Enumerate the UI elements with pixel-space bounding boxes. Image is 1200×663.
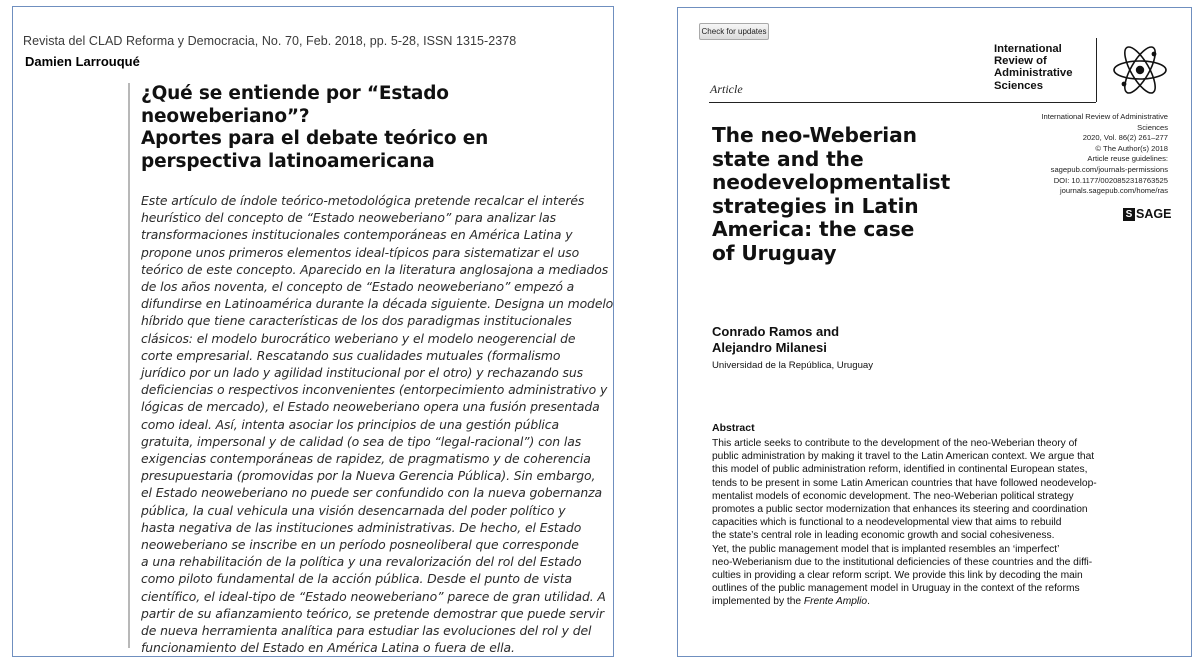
pub-info-line: journals.sagepub.com/home/ras — [1059, 186, 1168, 196]
journal-name-line: Review of — [994, 55, 1047, 68]
abstract-line: de los años noventa, el concepto de “Estado neoweberiano” empezó a — [141, 279, 575, 295]
abstract-line: clásicos: el modelo burocrático weberiano y el modelo neogerencial de — [141, 330, 576, 346]
publisher-name: SAGE — [1136, 207, 1172, 221]
pub-info-line: sagepub.com/journals-permissions — [1050, 164, 1168, 174]
abstract-line: hasta negativa de las instituciones administrativas. De hecho, el Estado — [141, 519, 582, 535]
abstract-line: teórico de este concepto. Aparecido en la literatura anglosajona a mediados — [141, 261, 609, 277]
spanish-paper-page — [12, 6, 614, 657]
english-paper-page — [677, 7, 1192, 657]
abstract-line — [712, 595, 1168, 608]
journal-name-line: Administrative — [994, 67, 1073, 80]
abstract-line: Yet, the public management model that is implanted resembles an ‘imperfect’ — [712, 543, 1060, 555]
abstract-line: deficiencias o respectivos inconvenientes (entorpecimiento administrativo y — [141, 382, 608, 398]
abstract-line: neo-Weberianism due to the institutional deficiencies of these countries and the diffi- — [712, 556, 1093, 568]
abstract-line: jurídico por un lado y agilidad institucional por el otro) y rechazando sus — [141, 365, 583, 381]
abstract-line: this model of public administration reform, identified in continental European states, — [712, 464, 1088, 476]
abstract-line: tends to be present in some Latin American countries that have followed neodevelop- — [712, 477, 1097, 489]
title-line: ¿Qué se entiende por “Estado neoweberiano”? — [141, 83, 449, 127]
header-divider — [709, 102, 1096, 103]
abstract-line: de nueva herramienta analítica para estudiar las evoluciones del rol y del — [141, 623, 592, 639]
abstract-line: corte empresarial. Rescatando sus cualidades mutuales (formalismo — [141, 347, 561, 363]
pub-info-line: © The Author(s) 2018 — [1095, 143, 1168, 153]
title-line: perspectiva latinoamericana — [141, 150, 435, 172]
authors — [712, 324, 839, 355]
abstract-line: capacities which is functional to a neodevelopmental view that aims to rebuild — [712, 517, 1062, 529]
abstract-line: This article seeks to contribute to the development of the neo-Weberian theory of — [712, 438, 1078, 449]
abstract-line: outlines of the public management model in Uruguay in the context of the reforms — [712, 583, 1080, 595]
title-line: strategies in Latin — [712, 193, 919, 218]
abstract-line: public administration by making it travel to the Latin American context. We argue that — [712, 451, 1095, 463]
abstract-line: heurístico del concepto de “Estado neoweberiano” para analizar las — [141, 210, 556, 226]
abstract-text — [712, 437, 1168, 609]
pub-info-line: International Review of Administrative — [1041, 112, 1168, 121]
journal-name — [994, 43, 1072, 92]
abstract-text — [141, 192, 614, 656]
title-line: The neo-Weberian — [712, 123, 917, 147]
abstract-line: difundirse en Latinoamérica durante la década siguiente. Designa un modelo — [141, 296, 614, 312]
title-line: neodevelopmentalist — [712, 170, 951, 195]
journal-name-line: Sciences — [994, 79, 1043, 92]
abstract-line: científico, el ideal-tipo de “Estado neoweberiano” parece de gran utilidad. A — [141, 588, 606, 604]
pub-info-line: 2020, Vol. 86(2) 261–277 — [1082, 133, 1168, 143]
pub-info-line: Sciences — [1137, 122, 1168, 132]
article-body — [128, 83, 614, 656]
abstract-line: culties in providing a clear reform script. We provide this link by decoding the main — [712, 570, 1083, 582]
abstract-line: mentalist models of economic development. The neo-Weberian political strategy — [712, 490, 1074, 502]
atom-orbit-logo-icon — [1110, 40, 1170, 100]
abstract-line: exigencias contemporáneas de rapidez, de pragmatismo y de coherencia — [141, 451, 591, 467]
abstract-line: Este artículo de índole teórico-metodológica pretende recalcar el interés — [141, 193, 585, 208]
title-line: America: the case — [712, 217, 915, 242]
abstract-line: promotes a public sector modernization that enhances its steering and coordination — [712, 504, 1088, 516]
pub-info-line: Article reuse guidelines: — [1087, 154, 1168, 164]
abstract-line: a una rehabilitación de la política y una revalorización del rol del Estado — [141, 554, 582, 570]
title-line: of Uruguay — [712, 240, 837, 265]
author-name: Damien Larrouqué — [25, 54, 140, 69]
journal-citation: Revista del CLAD Reforma y Democracia, No. 70, Feb. 2018, pp. 5-28, ISSN 1315-2378 — [23, 34, 517, 48]
abstract-line: partir de su afianzamiento teórico, se pretende demostrar que puede servir — [141, 605, 604, 621]
author-line: Alejandro Milanesi — [712, 339, 827, 355]
abstract-line: híbrido que tiene características de los dos paradigmas institucionales — [141, 313, 572, 329]
article-title — [141, 83, 606, 173]
article-type-label: Article — [710, 82, 743, 96]
header-vertical-divider — [1096, 38, 1097, 102]
party-name: Frente Amplio — [803, 596, 868, 608]
article-title — [712, 124, 962, 266]
abstract-line: neoweberiano se inscribe en un período posneoliberal que corresponde — [141, 537, 579, 553]
abstract-end: . — [867, 596, 870, 608]
abstract-line: gratuita, impersonal y de calidad (o sea de tipo “legal-racional”) con las — [141, 433, 582, 449]
abstract-line: lógicas de mercado), el Estado neoweberiano opera una fusión presentada — [141, 399, 600, 415]
abstract-line: presupuestaria (promovidas por la Nueva Gerencia Pública). Sin embargo, — [141, 468, 596, 484]
abstract-line: el Estado neoweberiano no puede ser confundido con la nueva gobernanza — [141, 485, 602, 501]
abstract-line: como piloto fundamental de la acción pública. Desde el punto de vista — [141, 571, 572, 587]
abstract-heading: Abstract — [712, 422, 755, 434]
abstract-line: funcionamiento del Estado en América Latina o fuera de ella. — [141, 640, 515, 656]
abstract-line-text: implemented by the — [712, 596, 802, 608]
abstract-line: the state’s central role in leading economic growth and social cohesiveness. — [712, 530, 1055, 542]
check-for-updates-button[interactable]: Check for updates — [699, 23, 769, 40]
title-line: state and the — [712, 146, 864, 171]
abstract-line: transformaciones institucionales contemporáneas en América Latina y — [141, 227, 573, 243]
sage-s-icon: S — [1123, 208, 1135, 221]
abstract-line: como ideal. Así, intenta asociar los principios de una gestión pública — [141, 416, 559, 432]
sage-logo — [1123, 207, 1171, 221]
pub-info-line: DOI: 10.1177/0020852318763525 — [1053, 175, 1168, 185]
affiliation: Universidad de la República, Uruguay — [712, 360, 874, 371]
journal-name-line: International — [994, 43, 1062, 55]
abstract-line: propone unos primeros elementos ideal-típicos para sistematizar el uso — [141, 244, 580, 260]
title-line: Aportes para el debate teórico en — [141, 128, 489, 149]
abstract-line: pública, la cual vehicula una visión desencarnada del poder político y — [141, 502, 566, 518]
publication-info — [978, 112, 1168, 197]
author-line: Conrado Ramos and — [712, 324, 840, 339]
